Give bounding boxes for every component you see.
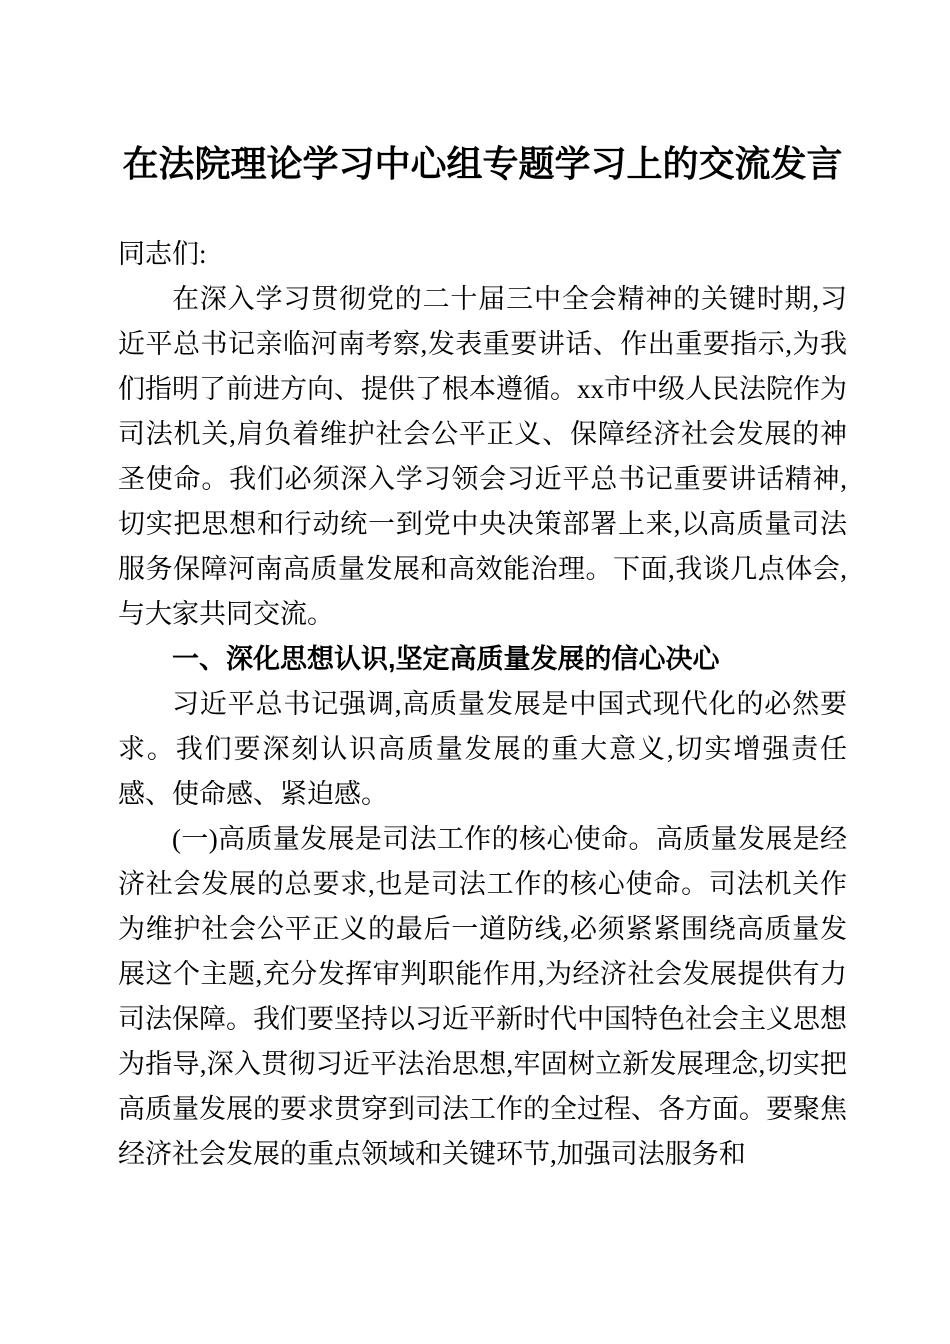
document-title: 在法院理论学习中心组专题学习上的交流发言 (122, 144, 843, 184)
document-body (118, 232, 847, 1177)
paragraph: 习近平总书记强调,高质量发展是中国式现代化的必然要求。我们要深刻认识高质量发展的重大意义,切实增强责任感、使命感、紧迫感。 (118, 689, 847, 809)
paragraph: 在深入学习贯彻党的二十届三中全会精神的关键时期,习近平总书记亲临河南考察,发表重要讲话、作出重要指示,为我们指明了前进方向、提供了根本遵循。xx市中级人民法院作为司法机关,肩负着维护社会公平正义、保障经济社会发展的神圣使命。我们必须深入学习领会习近平总书记重要讲话精神,切实把思想和行动统一到党中央决策部署上来,以高质量司法服务保障河南高质量发展和高效能治理。下面,我谈几点体会,与大家共同交流。 (118, 284, 847, 629)
salutation: 同志们: (118, 239, 207, 269)
paragraph: (一)高质量发展是司法工作的核心使命。高质量发展是经济社会发展的总要求,也是司法工作的核心使命。司法机关作为维护社会公平正义的最后一道防线,必须紧紧围绕高质量发展这个主题,充分发挥审判职能作用,为经济社会发展提供有力司法保障。我们要坚持以习近平新时代中国特色社会主义思想为指导,深入贯彻习近平法治思想,牢固树立新发展理念,切实把高质量发展的要求贯穿到司法工作的全过程、各方面。要聚焦经济社会发展的重点领域和关键环节,加强司法服务和 (118, 824, 847, 1169)
section-heading: 一、深化思想认识,坚定高质量发展的信心决心 (172, 644, 720, 674)
